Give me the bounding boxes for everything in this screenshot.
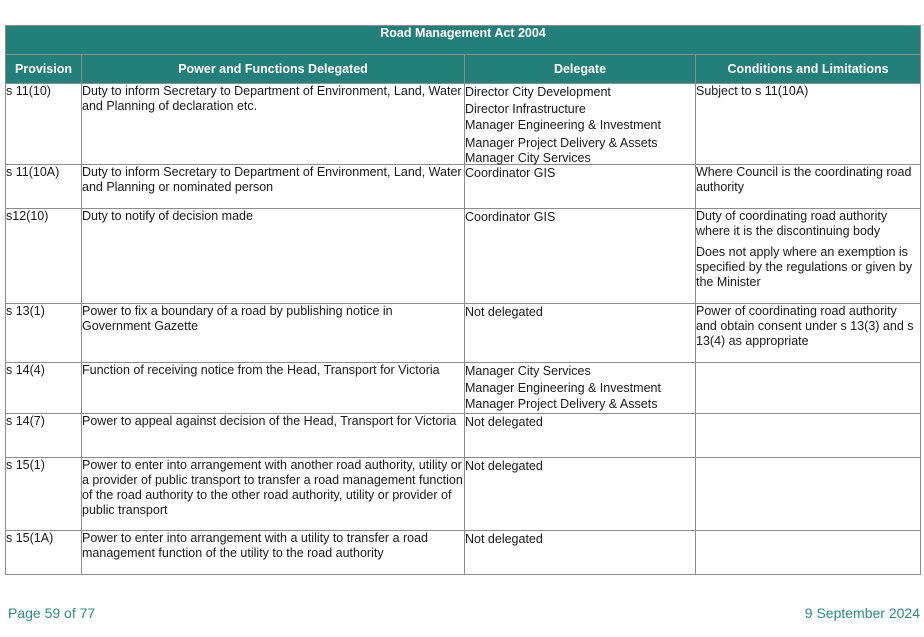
table-row [6, 530, 921, 574]
column-header-conditions: Conditions and Limitations [696, 55, 921, 84]
delegate-cell [465, 413, 696, 457]
power-cell: Power to enter into arrangement with a utility to transfer a road management function of the utility to the road authority [82, 530, 465, 574]
delegate-item: Director City Development [465, 85, 611, 99]
delegate-item: Manager Engineering & Investment [465, 118, 661, 132]
power-cell: Power to enter into arrangement with another road authority, utility or a provider of public transport to transfer a road management function of the road authority to the other road authority, utility or provider of public transport [82, 457, 465, 530]
condition-text: Where Council is the coordinating road authority [696, 165, 912, 194]
table-row [6, 209, 921, 304]
power-cell: Power to fix a boundary of a road by publishing notice in Government Gazette [82, 304, 465, 363]
delegate-item: Not delegated [465, 531, 543, 546]
table-row [6, 457, 921, 530]
conditions-cell [696, 165, 921, 209]
provision-cell: s 11(10A) [6, 165, 82, 209]
power-cell: Duty to notify of decision made [82, 209, 465, 304]
delegate-cell [465, 165, 696, 209]
table-title: Road Management Act 2004 [6, 26, 921, 55]
provision-cell: s 15(1) [6, 457, 82, 530]
condition-text: Power of coordinating road authority and obtain consent under s 13(3) and s 13(4) as appropriate [696, 304, 914, 348]
table-row [6, 304, 921, 363]
condition-text: Subject to s 11(10A) [696, 84, 809, 98]
page-number: Page 59 of 77 [8, 605, 96, 621]
power-cell: Power to appeal against decision of the Head, Transport for Victoria [82, 413, 465, 457]
delegate-cell [465, 209, 696, 304]
provision-cell: s 15(1A) [6, 530, 82, 574]
condition-text: Does not apply where an exemption is specified by the regulations or given by the Minister [696, 245, 913, 289]
delegation-table [5, 25, 921, 575]
delegate-cell [465, 457, 696, 530]
conditions-cell [696, 84, 921, 165]
provision-cell: s 14(4) [6, 363, 82, 414]
table-row [6, 84, 921, 165]
conditions-cell [696, 209, 921, 304]
delegate-item: Manager Project Delivery & Assets [465, 135, 658, 150]
power-cell: Function of receiving notice from the Head, Transport for Victoria [82, 363, 465, 414]
column-header-delegate: Delegate [465, 55, 696, 84]
table-row [6, 413, 921, 457]
delegate-cell [465, 530, 696, 574]
delegate-item: Not delegated [465, 458, 543, 473]
delegate-item: Not delegated [465, 305, 543, 319]
delegate-item: Director Infrastructure [465, 101, 586, 116]
delegate-cell [465, 304, 696, 363]
conditions-cell [696, 413, 921, 457]
delegate-item: Manager City Services [465, 150, 591, 165]
conditions-cell [696, 363, 921, 414]
provision-cell: s 14(7) [6, 413, 82, 457]
conditions-cell [696, 304, 921, 363]
table-row [6, 363, 921, 414]
delegate-item: Coordinator GIS [465, 166, 556, 180]
column-header-power: Power and Functions Delegated [82, 55, 465, 84]
delegate-item: Manager Engineering & Investment [465, 380, 661, 395]
power-cell: Duty to inform Secretary to Department of Environment, Land, Water and Planning of declaration etc. [82, 84, 465, 165]
provision-cell: s 13(1) [6, 304, 82, 363]
provision-cell: s12(10) [6, 209, 82, 304]
condition-text: Duty of coordinating road authority where it is the discontinuing body [696, 209, 888, 238]
column-header-provision: Provision [6, 55, 82, 84]
delegate-item: Not delegated [465, 414, 543, 429]
conditions-cell [696, 530, 921, 574]
conditions-cell [696, 457, 921, 530]
power-cell: Duty to inform Secretary to Department of Environment, Land, Water and Planning or nominated person [82, 165, 465, 209]
delegate-cell [465, 363, 696, 414]
delegate-item: Manager City Services [465, 364, 591, 378]
delegate-item: Coordinator GIS [465, 210, 556, 224]
table-row [6, 165, 921, 209]
document-date: 9 September 2024 [804, 605, 920, 621]
delegate-item: Manager Project Delivery & Assets [465, 397, 658, 411]
provision-cell: s 11(10) [6, 84, 82, 165]
delegate-cell [465, 84, 696, 165]
